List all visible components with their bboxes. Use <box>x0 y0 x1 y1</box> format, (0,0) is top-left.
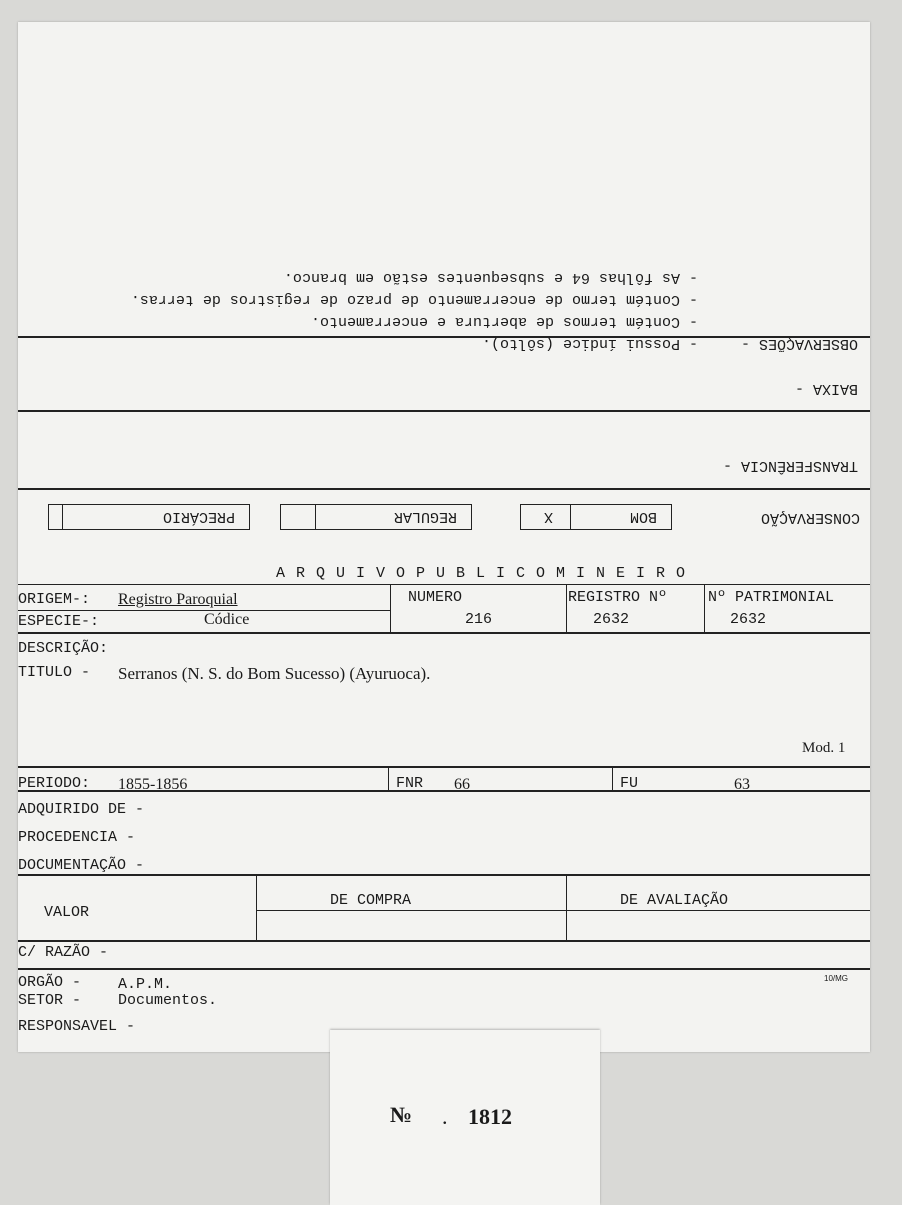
divider <box>18 874 870 876</box>
divider <box>18 968 870 970</box>
divider <box>18 632 870 634</box>
especie-label: ESPECIE-: <box>18 613 100 630</box>
precario-box <box>48 504 250 530</box>
observacoes-line: - As fôlhas 64 e subsequentes estão em branco. <box>283 269 698 286</box>
divider <box>18 940 870 942</box>
periodo-label: PERIODO: <box>18 775 91 792</box>
grid-line <box>390 584 391 632</box>
observacoes-line: - Contém termos de abertura e encerramento. <box>310 313 698 330</box>
bom-mark: X <box>543 508 553 525</box>
bom-box <box>520 504 672 530</box>
transferencia-block <box>678 454 858 474</box>
grid-line <box>612 766 613 790</box>
divider <box>18 790 870 792</box>
divider <box>18 766 870 768</box>
descricao-label: DESCRIÇÃO: <box>18 640 109 657</box>
setor-label: SETOR - <box>18 992 82 1009</box>
especie-value: Códice <box>204 611 250 628</box>
bom-label: BOM <box>629 508 657 525</box>
model-number: Mod. 1 <box>802 740 846 756</box>
fu-value: 63 <box>734 776 750 793</box>
origem-value: Registro Paroquial <box>118 591 238 608</box>
box-divider <box>570 505 571 529</box>
print-code: 10/MG <box>824 974 849 983</box>
conservacao-row <box>40 502 860 530</box>
divider <box>18 584 870 585</box>
patrimonial-value: 2632 <box>730 611 767 628</box>
baixa-block <box>738 377 858 397</box>
conservacao-label: CONSERVAÇÃO <box>760 509 860 526</box>
box-divider <box>315 505 316 529</box>
razao-label: C/ RAZÃO - <box>18 944 109 961</box>
registro-value: 2632 <box>593 611 630 628</box>
regular-box <box>280 504 472 530</box>
precario-label: PRECÁRIO <box>162 508 235 525</box>
periodo-value: 1855-1856 <box>118 776 188 793</box>
grid-line <box>256 874 257 940</box>
titulo-value: Serranos (N. S. do Bom Sucesso) (Ayuruoca). <box>118 664 431 683</box>
origem-label: ORIGEM-: <box>18 591 91 608</box>
baixa-label: BAIXA - <box>794 380 858 397</box>
valor-label: VALOR <box>44 904 90 921</box>
fnr-label: FNR <box>396 775 424 792</box>
observacoes-label: OBSERVAÇÕES - <box>740 335 858 352</box>
number-separator: . <box>442 1104 448 1129</box>
grid-line <box>388 766 389 790</box>
responsavel-label: RESPONSAVEL - <box>18 1018 136 1035</box>
patrimonial-label: Nº PATRIMONIAL <box>708 589 835 606</box>
regular-label: REGULAR <box>393 508 457 525</box>
registro-label: REGISTRO Nº <box>568 589 668 606</box>
numero-label: NUMERO <box>408 589 463 606</box>
number-stamp <box>330 1030 600 1205</box>
orgao-label: ORGÃO - <box>18 974 82 991</box>
titulo-label: TITULO - <box>18 664 91 681</box>
procedencia-label: PROCEDENCIA - <box>18 829 136 846</box>
transferencia-label: TRANSFERÊNCIA - <box>722 457 858 474</box>
divider <box>18 488 870 490</box>
adquirido-label: ADQUIRIDO DE - <box>18 801 145 818</box>
box-divider <box>62 505 63 529</box>
number-prefix: № <box>390 1102 413 1127</box>
reverse-side-section <box>18 22 870 526</box>
setor-value: Documentos. <box>118 992 218 1009</box>
institution-header: A R Q U I V O P U B L I C O M I N E I R O <box>276 565 687 582</box>
documentacao-label: DOCUMENTAÇÃO - <box>18 857 145 874</box>
observacoes-line: - Possui índice (sôlto). <box>481 335 698 352</box>
avaliacao-label: DE AVALIAÇÃO <box>620 892 729 909</box>
grid-line <box>566 874 567 940</box>
orgao-value: A.P.M. <box>118 976 173 993</box>
grid-line <box>704 584 705 632</box>
fnr-value: 66 <box>454 776 470 793</box>
stamp-number: 1812 <box>468 1104 512 1129</box>
compra-label: DE COMPRA <box>330 892 412 909</box>
observacoes-line: - Contém termo de encerramento de prazo de registros de terras. <box>130 291 698 308</box>
grid-line <box>566 584 567 632</box>
divider <box>18 410 870 412</box>
divider <box>18 336 870 338</box>
divider <box>256 910 870 911</box>
fu-label: FU <box>620 775 639 792</box>
archive-record-card <box>18 22 870 1052</box>
numero-value: 216 <box>465 611 493 628</box>
